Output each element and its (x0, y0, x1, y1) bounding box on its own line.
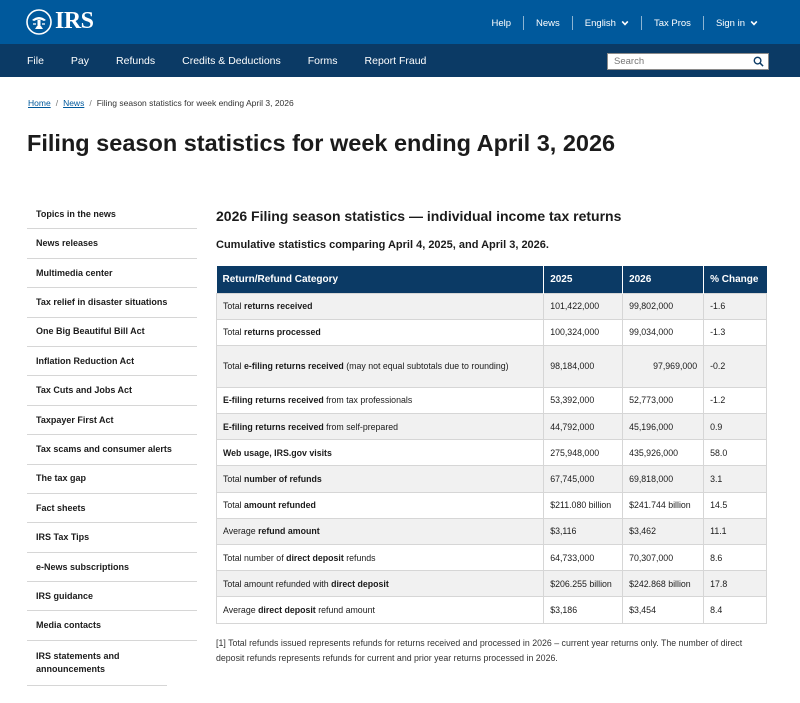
cell-pct-change: 11.1 (704, 518, 767, 544)
category-text: (may not equal subtotals due to rounding) (343, 360, 509, 371)
logo-text: IRS (55, 8, 94, 34)
category-text: Average (223, 604, 259, 615)
sidebar-item-media-contacts[interactable]: Media contacts (27, 611, 197, 640)
cell-pct-change: 58.0 (704, 440, 767, 466)
cell-pct-change: 0.9 (704, 414, 767, 440)
cell-category (217, 319, 544, 345)
search-box (607, 53, 769, 70)
category-text: Total (223, 474, 245, 485)
sidebar-item-news-releases[interactable]: News releases (27, 229, 197, 258)
cell-2026: $3,454 (623, 597, 704, 623)
category-emphasis: e-filing returns received (244, 360, 344, 371)
util-link-sign-in[interactable] (704, 18, 770, 29)
sidebar-item-tax-cuts-and-jobs-act[interactable]: Tax Cuts and Jobs Act (27, 376, 197, 405)
category-text: refunds (343, 552, 376, 563)
cell-2026: 99,034,000 (623, 319, 704, 345)
cell-category (217, 414, 544, 440)
column-header-pct-change: % Change (704, 266, 767, 293)
table-row (217, 518, 767, 544)
cell-pct-change: 8.4 (704, 597, 767, 623)
category-text: Total (223, 500, 245, 511)
cell-2026: 435,926,000 (623, 440, 704, 466)
table-row (217, 414, 767, 440)
column-header-2026: 2026 (623, 266, 704, 293)
cell-2026: $241.744 billion (623, 492, 704, 518)
sidebar-item-irs-guidance[interactable]: IRS guidance (27, 582, 197, 611)
utility-nav (479, 14, 770, 32)
util-link-label: News (536, 17, 560, 29)
cell-pct-change: 8.6 (704, 545, 767, 571)
table-row (217, 545, 767, 571)
category-text: refund amount (315, 604, 375, 615)
category-emphasis: direct deposit (258, 604, 316, 615)
table-row (217, 293, 767, 319)
main-nav (27, 44, 453, 77)
util-link-label: English (584, 17, 616, 29)
sidebar-item-the-tax-gap[interactable]: The tax gap (27, 465, 197, 494)
cell-2026: 70,307,000 (623, 545, 704, 571)
table-row (217, 597, 767, 623)
cell-category (217, 387, 544, 413)
cell-pct-change: -1.3 (704, 319, 767, 345)
breadcrumb-separator: / (89, 98, 92, 108)
util-link-english[interactable] (573, 18, 641, 29)
page-title: Filing season statistics for week ending April 3, 2026 (27, 130, 616, 156)
cell-2025: 44,792,000 (544, 414, 623, 440)
cell-2025: 64,733,000 (544, 545, 623, 571)
table-row (217, 387, 767, 413)
sidebar-item-topics-in-the-news[interactable]: Topics in the news (27, 200, 197, 229)
cell-2025: $3,116 (544, 518, 623, 544)
category-emphasis: number of refunds (244, 474, 322, 485)
cell-2026: 97,969,000 (623, 345, 704, 387)
util-link-label: Tax Pros (653, 17, 691, 29)
category-text: from tax professionals (323, 395, 413, 406)
cell-category (217, 440, 544, 466)
sidebar-item-tax-scams-and-consumer-alerts[interactable]: Tax scams and consumer alerts (27, 435, 197, 464)
irs-logo[interactable] (26, 8, 94, 35)
category-emphasis: refund amount (258, 526, 320, 537)
cell-2026: 69,818,000 (623, 466, 704, 492)
sidebar-item-taxpayer-first-act[interactable]: Taxpayer First Act (27, 406, 197, 435)
breadcrumb-current: Filing season statistics for week ending April 3, 2026 (96, 98, 294, 108)
cell-2025: 53,392,000 (544, 387, 623, 413)
cell-category (217, 571, 544, 597)
category-text: from self-prepared (323, 421, 399, 432)
table-row (217, 345, 767, 387)
section-heading: 2026 Filing season statistics — individual income tax returns (216, 208, 622, 224)
cell-2026: 45,196,000 (623, 414, 704, 440)
cell-2025: 98,184,000 (544, 345, 623, 387)
cell-2025: 100,324,000 (544, 319, 623, 345)
main-content (216, 208, 767, 251)
cell-2025: 275,948,000 (544, 440, 623, 466)
util-link-label: Sign in (715, 17, 745, 29)
category-emphasis: direct deposit (331, 578, 389, 589)
cell-pct-change: -1.6 (704, 293, 767, 319)
util-link-tax-pros[interactable] (642, 18, 703, 29)
cell-category (217, 345, 544, 387)
search-input[interactable] (608, 56, 753, 67)
nav-report-fraud[interactable]: Report Fraud (364, 54, 427, 67)
cell-category (217, 597, 544, 623)
section-subheading: Cumulative statistics comparing April 4, 2025, and April 3, 2026. (216, 239, 549, 251)
cell-2025: 67,745,000 (544, 466, 623, 492)
util-link-help[interactable] (479, 18, 523, 29)
column-header-2025: 2025 (544, 266, 623, 293)
cell-2025: $3,186 (544, 597, 623, 623)
cell-pct-change: 3.1 (704, 466, 767, 492)
breadcrumb-separator: / (55, 98, 59, 108)
nav-file[interactable]: File (27, 54, 44, 67)
cell-category (217, 492, 544, 518)
breadcrumb-news[interactable]: News (63, 98, 85, 108)
category-text: Average (223, 526, 259, 537)
category-emphasis: direct deposit (286, 552, 344, 563)
chevron-down-icon (621, 19, 629, 27)
cell-pct-change: -1.2 (704, 387, 767, 413)
table-row (217, 440, 767, 466)
cell-2026: $242.868 billion (623, 571, 704, 597)
sidebar-nav (27, 200, 197, 686)
cell-2025: $206.255 billion (544, 571, 623, 597)
cell-2026: $3,462 (623, 518, 704, 544)
sidebar-item-e-news-subscriptions[interactable]: e-News subscriptions (27, 553, 197, 582)
category-text: Total (223, 301, 245, 312)
category-text: Total (223, 327, 245, 338)
category-text: Total amount refunded with (223, 578, 332, 589)
breadcrumb (28, 98, 294, 108)
cell-pct-change: -0.2 (704, 345, 767, 387)
cell-pct-change: 17.8 (704, 571, 767, 597)
table-row (217, 571, 767, 597)
table-row (217, 319, 767, 345)
category-emphasis: amount refunded (244, 500, 316, 511)
search-icon[interactable] (753, 56, 764, 67)
nav-refunds[interactable]: Refunds (116, 54, 156, 67)
nav-credits-deductions[interactable]: Credits & Deductions (182, 54, 281, 67)
table-row (217, 492, 767, 518)
nav-pay[interactable]: Pay (70, 54, 90, 67)
cell-2025: $211.080 billion (544, 492, 623, 518)
category-emphasis: returns received (244, 301, 313, 312)
util-link-news[interactable] (524, 18, 572, 29)
cell-category (217, 293, 544, 319)
table-row (217, 466, 767, 492)
util-link-label: Help (491, 17, 512, 29)
sidebar-item-inflation-reduction-act[interactable]: Inflation Reduction Act (27, 347, 197, 376)
table-header-row (217, 266, 767, 293)
breadcrumb-home[interactable]: Home (28, 98, 51, 108)
sidebar-item-irs-tax-tips[interactable]: IRS Tax Tips (27, 523, 197, 552)
cell-category (217, 545, 544, 571)
sidebar-item-fact-sheets[interactable]: Fact sheets (27, 494, 197, 523)
sidebar-item-tax-relief-in-disaster-situations[interactable]: Tax relief in disaster situations (27, 288, 197, 317)
footnote: [1] Total refunds issued represents refunds for returns received and processed in 2026 – current year returns only. The number of direct deposit refunds represents refunds for current and prior year returns processed in 2026. (216, 638, 743, 663)
table-body (217, 293, 767, 623)
cell-category (217, 518, 544, 544)
cell-2025: 101,422,000 (544, 293, 623, 319)
category-text: Total number of (223, 552, 287, 563)
category-emphasis: E-filing returns received (223, 395, 324, 406)
nav-forms[interactable]: Forms (307, 54, 338, 67)
column-header-category: Return/Refund Category (217, 266, 544, 293)
sidebar-item-multimedia-center[interactable]: Multimedia center (27, 259, 197, 288)
cell-category (217, 466, 544, 492)
eagle-emblem-icon (26, 9, 52, 35)
cell-2026: 99,802,000 (623, 293, 704, 319)
top-header (0, 0, 800, 44)
chevron-down-icon (750, 19, 758, 27)
category-text: Total (223, 360, 245, 371)
cell-pct-change: 14.5 (704, 492, 767, 518)
category-emphasis: Web usage, IRS.gov visits (223, 447, 332, 458)
sidebar-item-one-big-beautiful-bill-act[interactable]: One Big Beautiful Bill Act (27, 318, 197, 347)
statistics-table (216, 266, 767, 624)
category-emphasis: E-filing returns received (223, 421, 324, 432)
category-emphasis: returns processed (244, 327, 321, 338)
sidebar-item-irs-statements-and-announcements[interactable]: IRS statements and announcements (27, 641, 167, 686)
cell-2026: 52,773,000 (623, 387, 704, 413)
